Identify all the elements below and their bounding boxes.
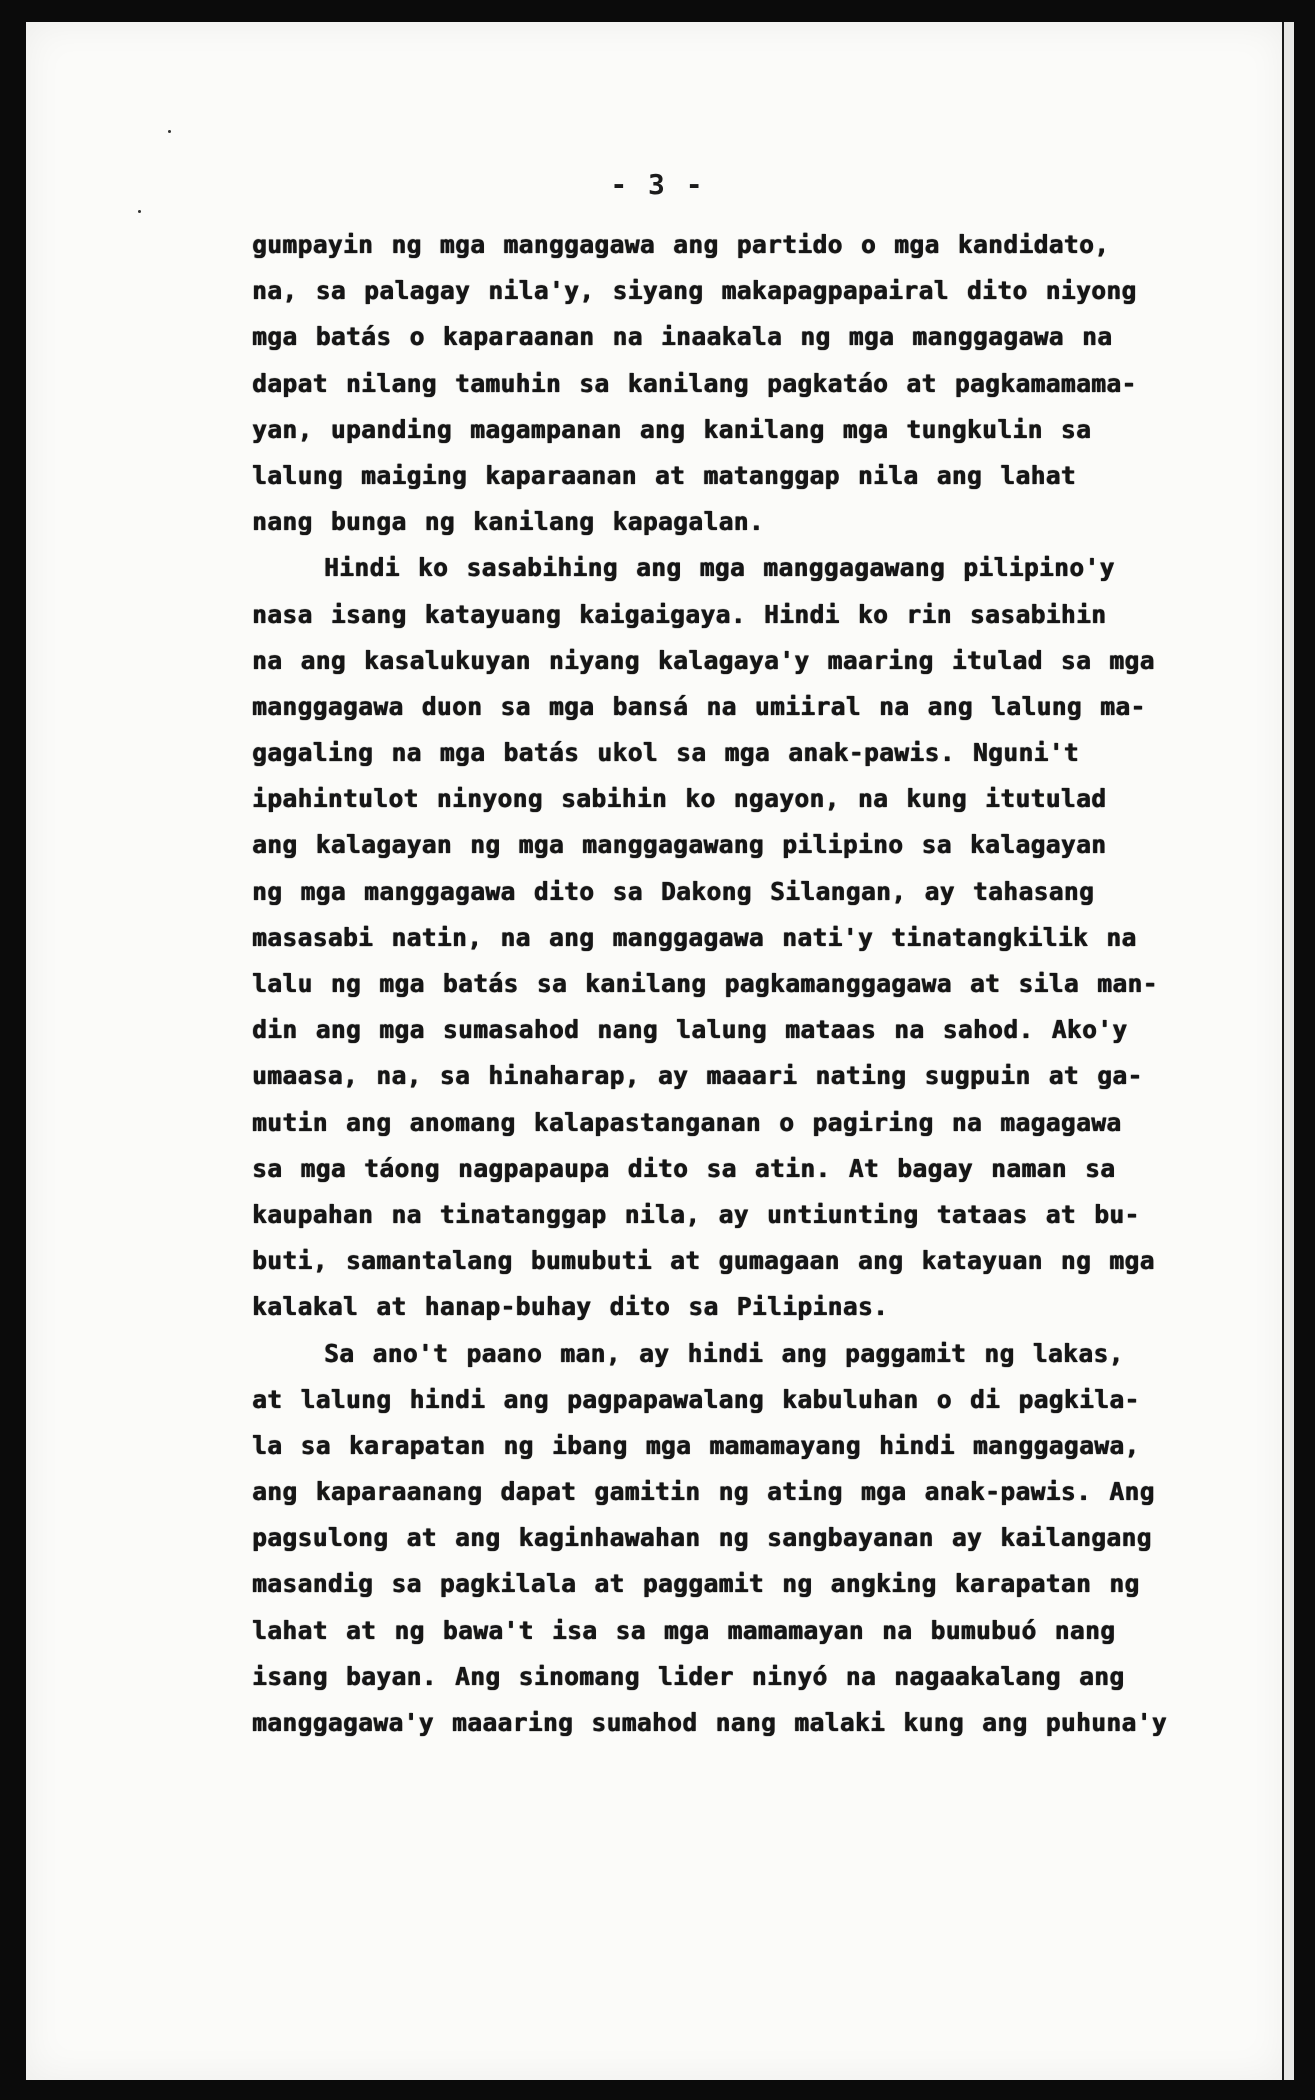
- paragraph: [252, 1331, 1182, 1747]
- text-line: sa mga táong nagpapaupa dito sa atin. At bagay naman sa: [252, 1153, 1116, 1183]
- text-line: kaupahan na tinatanggap nila, ay untiunting tataas at bu-: [252, 1199, 1140, 1229]
- text-line: mga batás o kaparaanan na inaakala ng mga manggagawa na: [252, 322, 1113, 352]
- text-line: Sa ano't paano man, ay hindi ang paggamit ng lakas,: [324, 1338, 1124, 1368]
- text-line: at lalung hindi ang pagpapawalang kabuluhan o di pagkila-: [252, 1384, 1140, 1414]
- text-line: kalakal at hanap-buhay dito sa Pilipinas.: [252, 1292, 889, 1322]
- text-line: nang bunga ng kanilang kapagalan.: [252, 507, 764, 537]
- text-line: lahat at ng bawa't isa sa mga mamamayan na bumubuó nang: [252, 1615, 1116, 1645]
- scan-speck: [138, 210, 141, 213]
- text-line: ng mga manggagawa dito sa Dakong Silangan, ay tahasang: [252, 876, 1095, 906]
- text-line: din ang mga sumasahod nang lalung mataas na sahod. Ako'y: [252, 1015, 1128, 1045]
- text-line: Hindi ko sasabihing ang mga manggagawang pilipino'y: [324, 553, 1115, 583]
- text-line: ang kalagayan ng mga manggagawang pilipino sa kalagayan: [252, 830, 1107, 860]
- scan-speck: [168, 130, 171, 133]
- body-text: [252, 222, 1182, 1746]
- text-line: nasa isang katayuang kaigaigaya. Hindi ko rin sasabihin: [252, 599, 1107, 629]
- text-line: masandig sa pagkilala at paggamit ng angking karapatan ng: [252, 1569, 1140, 1599]
- text-line: ipahintulot ninyong sabihin ko ngayon, na kung itutulad: [252, 784, 1107, 814]
- scan-border: [26, 0, 306, 22]
- text-line: manggagawa duon sa mga bansá na umiiral na ang lalung ma-: [252, 691, 1146, 721]
- text-line: gagaling na mga batás ukol sa mga anak-pawis. Nguni't: [252, 738, 1079, 768]
- text-line: lalung maiging kaparaanan at matanggap nila ang lahat: [252, 460, 1076, 490]
- paragraph: [252, 545, 1182, 1330]
- text-line: yan, upanding magampanan ang kanilang mga tungkulin sa: [252, 414, 1092, 444]
- page-number: - 3 -: [610, 168, 705, 201]
- text-line: buti, samantalang bumubuti at gumagaan ang katayuan ng mga: [252, 1246, 1155, 1276]
- text-line: na ang kasalukuyan niyang kalagaya'y maaring itulad sa mga: [252, 645, 1155, 675]
- text-line: pagsulong at ang kaginhawahan ng sangbayanan ay kailangang: [252, 1523, 1152, 1553]
- text-line: mutin ang anomang kalapastanganan o pagiring na magagawa: [252, 1107, 1122, 1137]
- paragraph: [252, 222, 1182, 545]
- text-line: manggagawa'y maaaring sumahod nang malaki kung ang puhuna'y: [252, 1708, 1167, 1737]
- text-line: masasabi natin, na ang manggagawa nati'y tinatangkilik na: [252, 922, 1137, 952]
- text-line: la sa karapatan ng ibang mga mamamayang hindi manggagawa,: [252, 1430, 1140, 1460]
- text-line: dapat nilang tamuhin sa kanilang pagkatáo at pagkamamama-: [252, 368, 1137, 398]
- page-edge: [1282, 22, 1294, 2080]
- text-line: umaasa, na, sa hinaharap, ay maaari nating sugpuin at ga-: [252, 1061, 1143, 1091]
- text-line: isang bayan. Ang sinomang lider ninyó na nagaakalang ang: [252, 1661, 1125, 1691]
- text-line: ang kaparaanang dapat gamitin ng ating mga anak-pawis. Ang: [252, 1477, 1155, 1507]
- text-line: na, sa palagay nila'y, siyang makapagpapairal dito niyong: [252, 276, 1137, 306]
- text-line: gumpayin ng mga manggagawa ang partido o mga kandidato,: [252, 230, 1110, 259]
- text-line: lalu ng mga batás sa kanilang pagkamanggagawa at sila man-: [252, 969, 1158, 998]
